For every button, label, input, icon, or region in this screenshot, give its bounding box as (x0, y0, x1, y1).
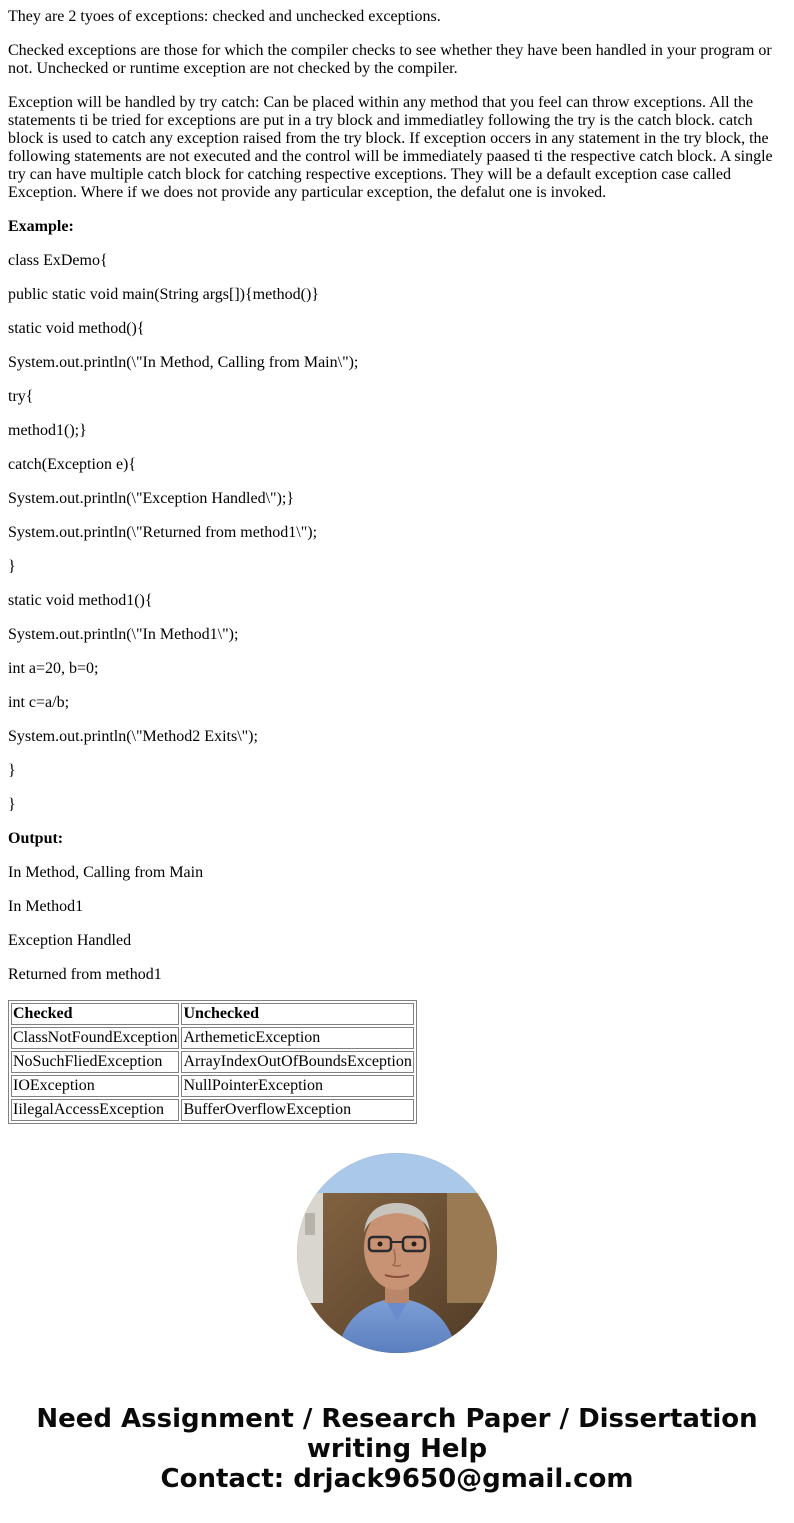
code-line: System.out.println(\"Exception Handled\");} (8, 490, 295, 507)
table-cell: BufferOverflowException (181, 1099, 413, 1121)
table-cell: IOException (11, 1075, 179, 1097)
paragraph-checked-exceptions: Checked exceptions are those for which the compiler checks to see whether they have been handled in your program or not. Unchecked or runtime exception are not checked by the compiler. (8, 42, 772, 77)
code-line: static void method1(){ (8, 592, 153, 609)
exceptions-table (8, 1000, 417, 1124)
example-heading: Example: (8, 218, 74, 235)
contact-banner (0, 1404, 794, 1494)
paragraph-exception-types: They are 2 tyoes of exceptions: checked and unchecked exceptions. (8, 8, 441, 25)
code-line: } (8, 762, 16, 779)
code-line: catch(Exception e){ (8, 456, 137, 473)
table-header-checked: Checked (11, 1003, 179, 1025)
code-line: static void method(){ (8, 320, 145, 337)
output-line: In Method1 (8, 898, 84, 915)
author-photo (297, 1153, 497, 1353)
table-row (11, 1051, 414, 1073)
table-row (11, 1075, 414, 1097)
banner-line-2: writing Help (306, 1434, 488, 1464)
code-line: method1();} (8, 422, 87, 439)
code-line: public static void main(String args[]){method()} (8, 286, 319, 303)
code-line: System.out.println(\"Method2 Exits\"); (8, 728, 258, 745)
table-row (11, 1027, 414, 1049)
output-line: Returned from method1 (8, 966, 162, 983)
code-line: int c=a/b; (8, 694, 70, 711)
table-cell: ArthemeticException (181, 1027, 413, 1049)
table-cell: NullPointerException (181, 1075, 413, 1097)
table-header-row (11, 1003, 414, 1025)
author-portrait-image (297, 1153, 497, 1353)
banner-line-1: Need Assignment / Research Paper / Dissertation (36, 1404, 758, 1434)
table-cell: ArrayIndexOutOfBoundsException (181, 1051, 413, 1073)
table-header-unchecked: Unchecked (181, 1003, 413, 1025)
output-line: Exception Handled (8, 932, 132, 949)
code-line: System.out.println(\"In Method, Calling from Main\"); (8, 354, 359, 371)
code-line: System.out.println(\"Returned from method1\"); (8, 524, 318, 541)
table-cell: IilegalAccessException (11, 1099, 179, 1121)
code-line: try{ (8, 388, 34, 405)
code-line: } (8, 796, 16, 813)
code-line: int a=20, b=0; (8, 660, 99, 677)
table-cell: ClassNotFoundException (11, 1027, 179, 1049)
code-line: class ExDemo{ (8, 252, 108, 269)
paragraph-try-catch: Exception will be handled by try catch: Can be placed within any method that you feel can throw exceptions. All the statements ti be tried for exceptions are put in a try block and immediatley following the try is the catch block. catch block is used to catch any exception raised from the try block. If exception occers in any statement in the try block, the following statements are not executed and the control will be immediately paased ti the respective catch block. A single try can have multiple catch block for catching respective exceptions. They will be a default exception case called Exception. Where if we does not provide any particular exception, the defalut one is invoked. (8, 94, 773, 201)
code-line: } (8, 558, 16, 575)
output-line: In Method, Calling from Main (8, 864, 204, 881)
code-line: System.out.println(\"In Method1\"); (8, 626, 239, 643)
banner-line-3-contact-email: Contact: drjack9650@gmail.com (160, 1464, 634, 1494)
table-cell: NoSuchFliedException (11, 1051, 179, 1073)
output-heading: Output: (8, 830, 64, 847)
table-row (11, 1099, 414, 1121)
